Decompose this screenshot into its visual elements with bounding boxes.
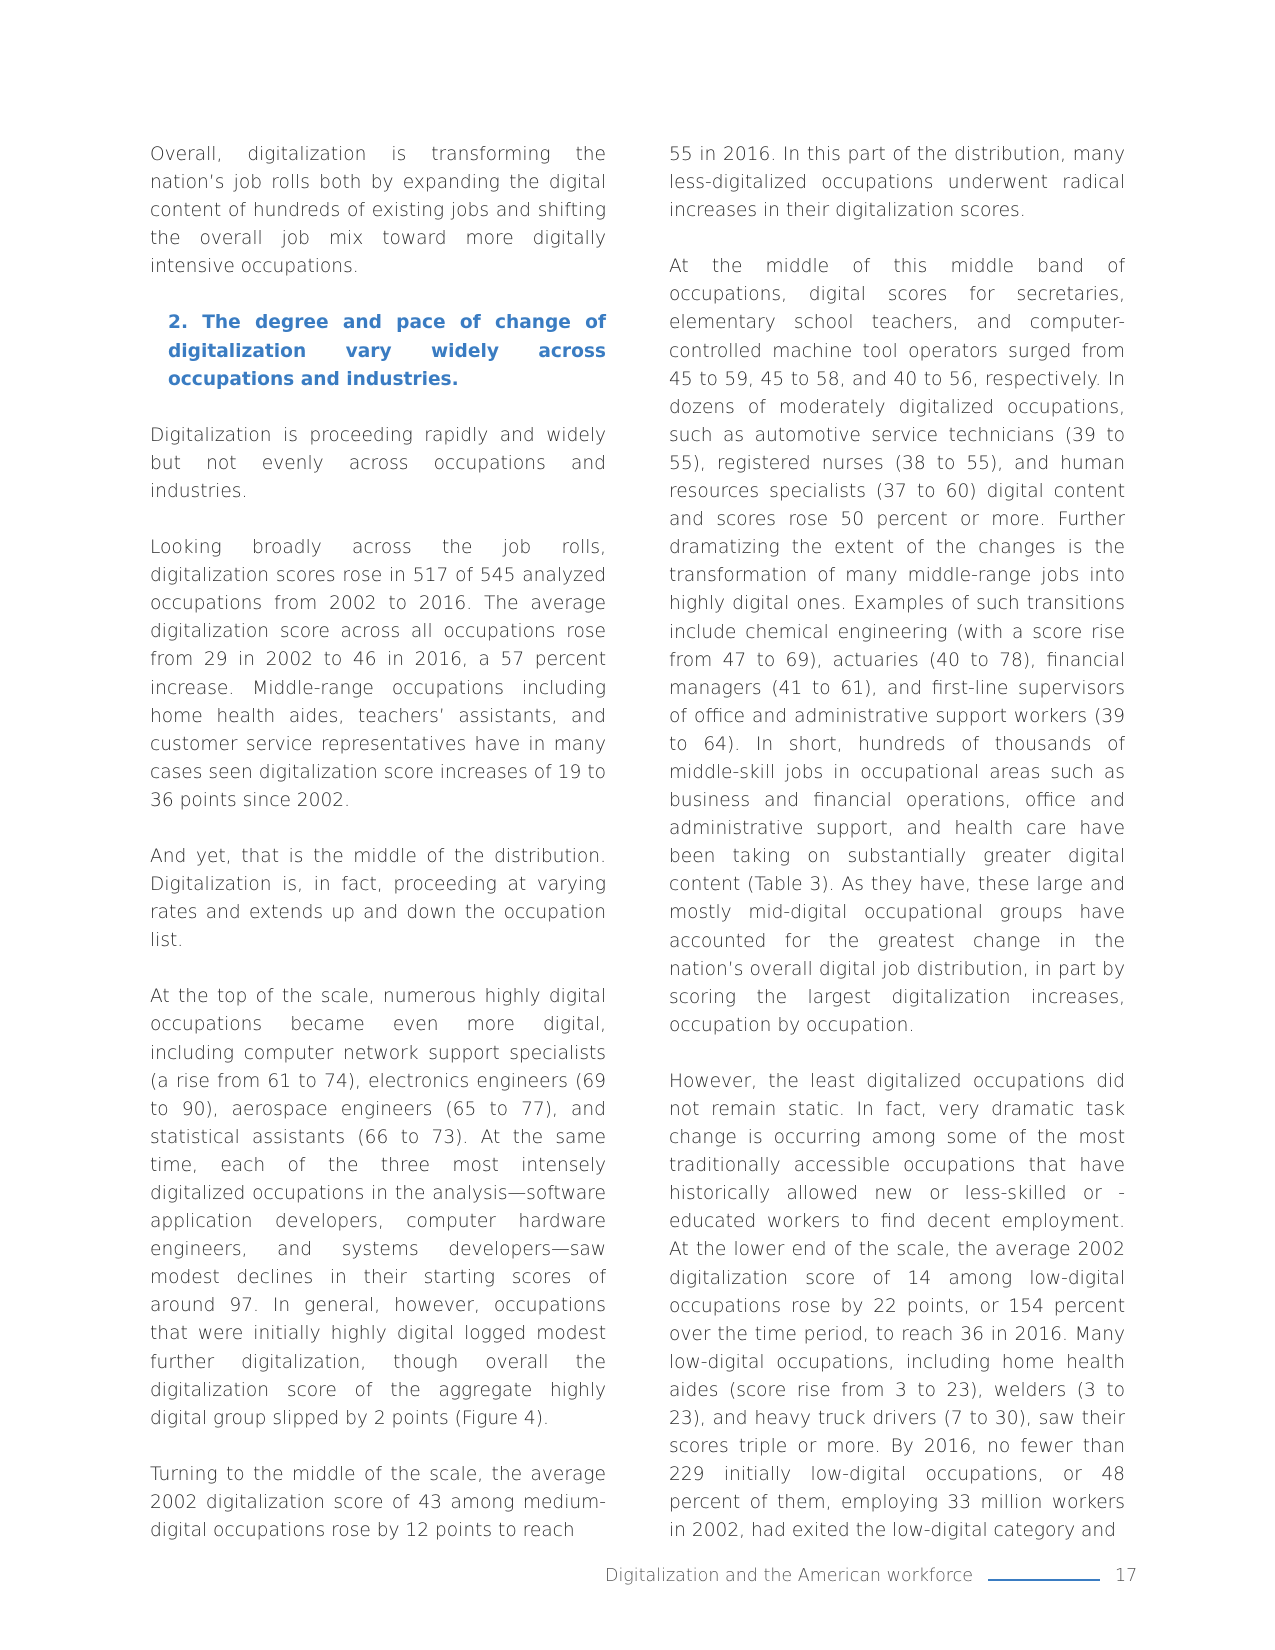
left-column [150,141,606,1573]
section-heading: 2. The degree and pace of change of digitalization vary widely across occupations and industries. [168,312,606,390]
footer-title: Digitalization and the American workforce [604,1566,973,1586]
footer-rule [988,1579,1100,1581]
paragraph: Turning to the middle of the scale, the average 2002 digitalization score of 43 among medium-digital occupations rose by 12 points to reach [150,1463,606,1542]
paragraph: However, the least digitalized occupations did not remain static. In fact, very dramatic task change is occurring among some of the most traditionally accessible occupations that have historically allowed new or less-skilled or -educated workers to find decent employment. At the lower end of the scale, the average 2002 digitalization score of 14 among low-digital occupations rose by 22 points, or 154 percent over the time period, to reach 36 in 2016. Many low-digital occupations, including home health aides (score rise from 3 to 23), welders (3 to 23), and heavy truck drivers (7 to 30), saw their scores triple or more. By 2016, no fewer than 229 initially low-digital occupations, or 48 percent of them, employing 33 million workers in 2002, had exited the low-digital category and [669,1070,1125,1542]
paragraph: Looking broadly across the job rolls, digitalization scores rose in 517 of 545 analyzed occupations from 2002 to 2016. The average digitalization score across all occupations rose from 29 in 2002 to 46 in 2016, a 57 percent increase. Middle-range occupations including home health aides, teachers’ assistants, and customer service representatives have in many cases seen digitalization score increases of 19 to 36 points since 2002. [150,537,606,811]
paragraph: Overall, digitalization is transforming the nation’s job rolls both by expanding the digital content of hundreds of existing jobs and shifting the overall job mix toward more digitally intensive occupations. [150,144,606,278]
page-number: 17 [1115,1566,1138,1586]
paragraph: Digitalization is proceeding rapidly and widely but not evenly across occupations and industries. [150,424,606,502]
paragraph: 55 in 2016. In this part of the distribution, many less-digitalized occupations underwent radical increases in their digitalization scores. [669,144,1125,222]
paragraph: At the middle of this middle band of occupations, digital scores for secretaries, elementary school teachers, and computer-controlled machine tool operators surged from 45 to 59, 45 to 58, and 40 to 56, respectively. In dozens of moderately digitalized occupations, such as automotive service technicians (39 to 55), registered nurses (38 to 55), and human resources specialists (37 to 60) digital content and scores rose 50 percent or more. Further dramatizing the extent of the changes is the transformation of many middle-range jobs into highly digital ones. Examples of such transitions include chemical engineering (with a score rise from 47 to 69), actuaries (40 to 78), financial managers (41 to 61), and first-line supervisors of office and administrative support workers (39 to 64). In short, hundreds of thousands of middle-skill jobs in occupational areas such as business and financial operations, office and administrative support, and health care have been taking on substantially greater digital content (Table 3). As they have, these large and mostly mid-digital occupational groups have accounted for the greatest change in the nation’s overall digital job distribution, in part by scoring the largest digitalization increases, occupation by occupation. [669,256,1125,1036]
page-footer [0,1566,1275,1596]
paragraph: At the top of the scale, numerous highly digital occupations became even more digital, including computer network support specialists (a rise from 61 to 74), electronics engineers (69 to 90), aerospace engineers (65 to 77), and statistical assistants (66 to 73). At the same time, each of the three most intensely digitalized occupations in the analysis—software application developers, computer hardware engineers, and systems developers—saw modest declines in their starting scores of around 97. In general, however, occupations that were initially highly digital logged modest further digitalization, though overall the digitalization score of the aggregate highly digital group slipped by 2 points (Figure 4). [150,986,606,1429]
right-column [669,141,1125,1574]
paragraph: And yet, that is the middle of the distribution. Digitalization is, in fact, proceeding at varying rates and extends up and down the occupation list. [150,845,606,952]
